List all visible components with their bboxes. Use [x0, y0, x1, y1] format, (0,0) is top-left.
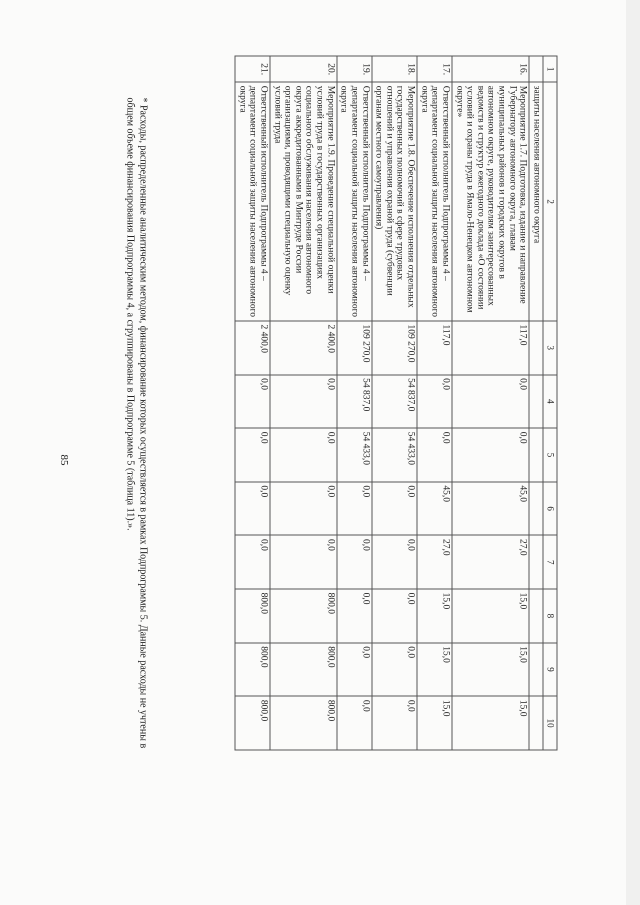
- row-description: Ответственный исполнитель Подпрограммы 4 – департамент социальной защиты населения автономного округа: [417, 82, 452, 321]
- value-col8: 15,0: [452, 589, 529, 643]
- table-row: [452, 56, 529, 750]
- table-cell: [529, 589, 543, 643]
- value-col7: 27,0: [452, 535, 529, 589]
- value-col10: 15,0: [417, 696, 452, 750]
- table-row: [417, 56, 452, 750]
- continuation-text: защиты населения автономного округа: [529, 82, 543, 321]
- value-col4: 0,0: [417, 375, 452, 429]
- table-row: [235, 56, 270, 750]
- value-col7: 27,0: [417, 535, 452, 589]
- value-col9: 15,0: [417, 643, 452, 697]
- budget-table: [235, 56, 558, 751]
- value-col4: 0,0: [452, 375, 529, 429]
- row-description: Ответственный исполнитель Подпрограммы 4 – департамент социальной защиты населения автономного округа: [337, 82, 372, 321]
- scan-edge: [626, 0, 640, 905]
- header-row: [543, 56, 557, 750]
- value-total: 109 270,0: [372, 321, 418, 375]
- page-number: 85: [58, 454, 70, 466]
- value-col5: 54 433,0: [372, 428, 418, 482]
- table-cell: [529, 643, 543, 697]
- row-description: Мероприятие 1.8. Обеспечение исполнения отдельных государственных полномочий в сфере трудовых отношений и управления охраной труда (субвенции органам местного самоуправления): [372, 82, 418, 321]
- value-col7: 0,0: [337, 535, 372, 589]
- value-col7: 0,0: [235, 535, 270, 589]
- value-col7: 0,0: [270, 535, 337, 589]
- table-row: [270, 56, 337, 750]
- value-col9: 800,0: [235, 643, 270, 697]
- header-cell: 8: [543, 589, 557, 643]
- value-col9: 800,0: [270, 643, 337, 697]
- row-number: 18.: [372, 56, 418, 82]
- value-col5: 0,0: [417, 428, 452, 482]
- value-col4: 0,0: [270, 375, 337, 429]
- table-cell: [529, 375, 543, 429]
- rotated-content: [83, 38, 558, 828]
- value-total: 2 400,0: [235, 321, 270, 375]
- value-col8: 0,0: [372, 589, 418, 643]
- header-cell: 5: [543, 428, 557, 482]
- value-col6: 0,0: [337, 482, 372, 536]
- value-col9: 0,0: [372, 643, 418, 697]
- table-row: [372, 56, 418, 750]
- value-total: 117,0: [452, 321, 529, 375]
- header-cell: 4: [543, 375, 557, 429]
- value-col4: 54 837,0: [372, 375, 418, 429]
- header-cell: 1: [543, 56, 557, 82]
- row-description: Мероприятие 1.7. Подготовка, издание и направление Губернатору автономного округа, главам муниципальных районов и городских округов в автономном округе, руководителям заинтересованных ведомств и структур ежегодного доклада «О состоянии условий и охраны труда в Ямало-Ненецком автономном округе»: [452, 82, 529, 321]
- value-col8: 800,0: [270, 589, 337, 643]
- value-col10: 0,0: [372, 696, 418, 750]
- value-col5: 0,0: [235, 428, 270, 482]
- footnote: * Расходы, распределенные аналитическим методом, финансирование которых осуществляется в рамках Подпрограммы 5. Данные расходы не учтены в общем объеме финансирования Подпрограммы 4, а сгруппированы в Подпрограмме 5 (таблица 11).».: [124, 97, 149, 749]
- value-col8: 800,0: [235, 589, 270, 643]
- value-col6: 0,0: [235, 482, 270, 536]
- value-col10: 0,0: [337, 696, 372, 750]
- row-number: 17.: [417, 56, 452, 82]
- value-col8: 15,0: [417, 589, 452, 643]
- value-col5: 0,0: [452, 428, 529, 482]
- row-number: 21.: [235, 56, 270, 82]
- table-cell: [529, 428, 543, 482]
- table-row: [337, 56, 372, 750]
- value-total: 109 270,0: [337, 321, 372, 375]
- header-cell: 3: [543, 321, 557, 375]
- header-cell: 7: [543, 535, 557, 589]
- value-col4: 0,0: [235, 375, 270, 429]
- value-col6: 45,0: [417, 482, 452, 536]
- value-col6: 0,0: [270, 482, 337, 536]
- value-col9: 15,0: [452, 643, 529, 697]
- row-number: 20.: [270, 56, 337, 82]
- value-total: 2 400,0: [270, 321, 337, 375]
- table-cell: [529, 321, 543, 375]
- value-col6: 0,0: [372, 482, 418, 536]
- header-cell: 10: [543, 696, 557, 750]
- header-cell: 9: [543, 643, 557, 697]
- table-cell: [529, 482, 543, 536]
- row-number: 16.: [452, 56, 529, 82]
- row-description: Ответственный исполнитель Подпрограммы 4 – департамент социальной защиты населения автономного округа: [235, 82, 270, 321]
- table-cell: [529, 56, 543, 82]
- value-col10: 15,0: [452, 696, 529, 750]
- value-col10: 800,0: [235, 696, 270, 750]
- table-cell: [529, 696, 543, 750]
- value-col4: 54 837,0: [337, 375, 372, 429]
- value-col7: 0,0: [372, 535, 418, 589]
- value-col10: 800,0: [270, 696, 337, 750]
- value-col6: 45,0: [452, 482, 529, 536]
- row-number: 19.: [337, 56, 372, 82]
- table-cell: [529, 535, 543, 589]
- value-col5: 54 433,0: [337, 428, 372, 482]
- header-cell: 2: [543, 82, 557, 321]
- value-col5: 0,0: [270, 428, 337, 482]
- row-description: Мероприятие 1.9. Проведение специальной оценки условий труда в государственных организациях социального обслуживания населения автономного округа аккредитованными в Минтруде России организациями, проводящими специальную оценку условий труда: [270, 82, 337, 321]
- header-cell: 6: [543, 482, 557, 536]
- value-col9: 0,0: [337, 643, 372, 697]
- continuation-row: [529, 56, 543, 750]
- value-total: 117,0: [417, 321, 452, 375]
- value-col8: 0,0: [337, 589, 372, 643]
